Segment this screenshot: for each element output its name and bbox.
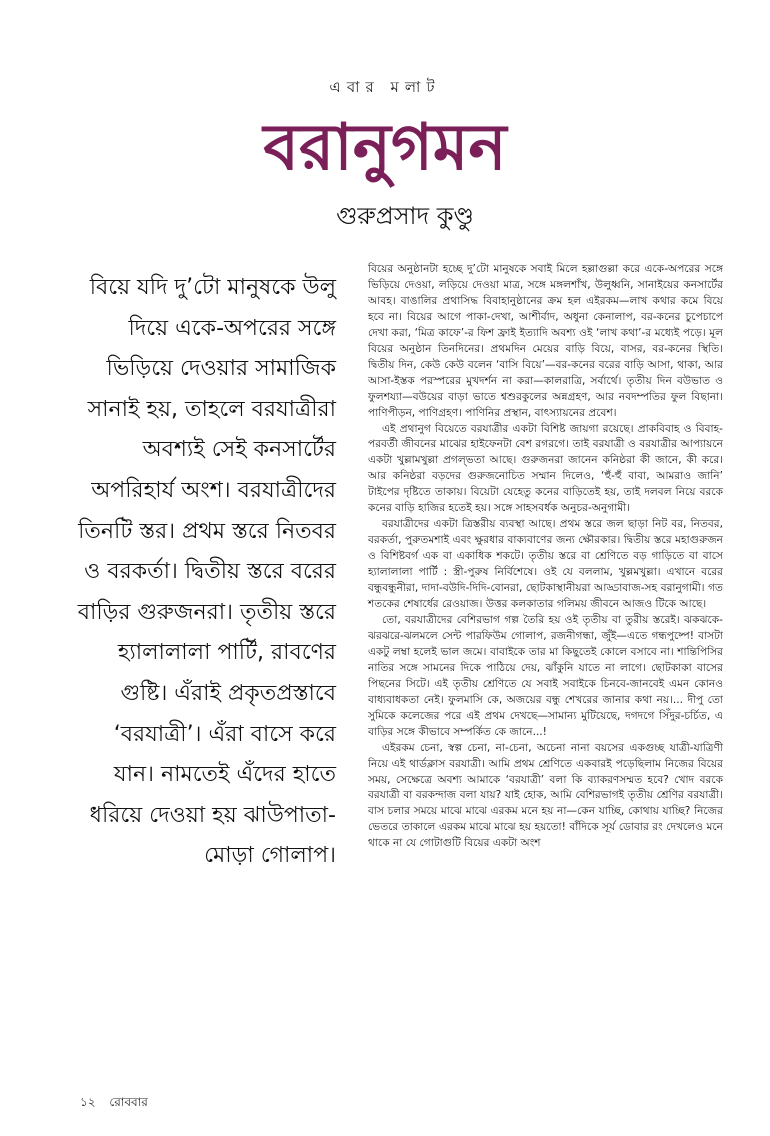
page-number: ১২ (80, 1095, 96, 1109)
article-title: বরানুগমন (263, 111, 507, 185)
body-paragraph: এইরকম চেনা, স্বল্প চেনা, না-চেনা, অচেনা নানা বয়সের একগুচ্ছ যাত্রী-যাত্রিণী নিয়ে এই থার্ডক্লাস বরযাত্রী। আমি প্রথম শ্রেণিতে একবারই পড়েছিলাম নিজের বিয়ের সময়, সেক্ষেত্রে অবশ্য আমাকে ‘বরযাত্রী’ বলা কি ব্যাকরণসম্মত হবে? খোদ বরকে বরযাত্রী বা বরকন্দাজ বলা যায়? যাই হোক, আমি বেশিরভাগই তৃতীয় শ্রেণির বরযাত্রী। বাস চলার সময়ে মাঝে মাঝে এরকম মনে হয় না—কেন যাচ্ছি, কোথায় যাচ্ছি? নিজের ভেতরে তাকালে এরকম মাঝে মাঝে হয় হয়তো! বাঁদিকে সূর্য ডোবার রং দেখলেও মনে থাকে না যে গোটাগুটি বিয়ের একটা অংশ (368, 741, 723, 850)
article-body (368, 262, 723, 852)
pull-quote-text: বিয়ে যদি দু’টো মানুষকে উলু দিয়ে একে-অপরের সঙ্গে ভিড়িয়ে দেওয়ার সামাজিক সানাই হয়, তাহলে বরযাত্রীরা অবশ্যই সেই কনসার্টের অপরিহার্য অংশ। বরযাত্রীদের তিনটি স্তর। প্রথম স্তরে নিতবর ও বরকর্তা। দ্বিতীয় স্তরে বরের বাড়ির গুরুজনরা। তৃতীয় স্তরে হ্যালালালা পার্টি, রাবণের গুষ্টি। এঁরাই প্রকৃতপ্রস্তাবে ‘বরযাত্রী’। এঁরা বাসে করে যান। নামতেই এঁদের হাতে ধরিয়ে দেওয়া হয় ঝাউপাতা-মোড়া গোলাপ। (77, 275, 336, 869)
pull-quote (70, 268, 336, 877)
page-footer (80, 1094, 158, 1114)
body-paragraph: তো, বরযাত্রীদের বেশিরভাগ গল্প তৈরি হয় ওই তৃতীয় বা তুরীয় স্তরেই। ঝকঝকে-ঝরঝরে-ঝলমলে সেন্ট পারফিউম গোলাপ, রজনীগন্ধা, জুঁই—এতে গন্ধপুষ্পে! বাসটা একটু লম্বা হলেই ভাল জমে। বাবাইকে তার মা কিছুতেই কোলে বসাবে না। শান্তিপিসির নাতির সঙ্গে সামনের দিকে পাঠিয়ে দেয়, ঝাঁকুনি যাতে না লাগে। ছোটকাকা বাসের পিছনের সিটে। এই তৃতীয় শ্রেণিতে যে সবাই সবাইকে চিনবে-জানবেই এমন কোনও বাধ্যবাধকতা নেই। ফুলমাসি কে, অজয়ের বন্ধু শেখরের জানার কথা নয়।... দীপু তো সুমিকে কলেজের পরে এই প্রথম দেখছে—সামান্য মুটিয়েছে, দগদগে সিঁদুর-চর্চিত, এ বাড়ির সঙ্গে কীভাবে সম্পর্কিত কে জানে...! (368, 613, 723, 738)
body-paragraph: এই প্রথানুগ বিয়েতে বরযাত্রীর একটা বিশিষ্ট জায়গা রয়েছে। প্রাকবিবাহ ও বিবাহ-পরবর্তী জীবনের মাঝের হাইফেনটা বেশ রগরগে। তাই বরযাত্রী ও বরযাত্রীর আপ্যায়নে একটা খুল্লামখুল্লা প্রগল্ভতা আছে। গুরুজনরা জানেন কনিষ্ঠরা কী জানে, কী করে। আর কনিষ্ঠরা বড়দের গুরুজনোচিত সম্মান দিলেও, ‘হুঁ-হুঁ বাবা, আমরাও জানি’ টাইপের দৃষ্টিতে তাকায়। বিয়েটা যেহেতু কনের বাড়িতেই হয়, তাই দলবল নিয়ে বরকে কনের বাড়ি হাজির হতেই হয়। সঙ্গে সাহসবর্ধক অনুচর-অনুগামী। (368, 422, 723, 515)
body-paragraph: বিয়ের অনুষ্ঠানটা হচ্ছে দু’টো মানুষকে সবাই মিলে হল্লাগুল্লা করে একে-অপরের সঙ্গে ভিড়িয়ে দেওয়া, লড়িয়ে দেওয়া মাত্র, সঙ্গে মঙ্গলশাঁখ, উলুধ্বনি, সানাইয়ের কনসার্টের আবহ। বাঙালির প্রথাসিদ্ধ বিবাহানুষ্ঠানের ক্রম হল এইরকম—লাখ কথার কমে বিয়ে হবে না। বিয়ের আগে পাকা-দেখা, আশীর্বাদ, অধুনা কেনালাপ, বর-কনের চুপেচাপে দেখা করা, ‘মিত্র কাফে’-র ফিশ ফ্রাই ইত্যাদি অবশ্য ওই ‘লাখ কথা’-র মধ্যেই পড়ে। মূল বিয়ের অনুষ্ঠান তিনদিনের। প্রথমদিন মেয়ের বাড়ি বিয়ে, বাসর, বর-কনের স্থিতি। দ্বিতীয় দিন, কেউ কেউ বলেন ‘বাসি বিয়ে’—বর-কনের বরের বাড়ি আসা, থাকা, আর আসা-ইস্তক পরস্পরের মুখদর্শন না করা—কালরাত্রি, সর্বার্থে। তৃতীয় দিন বউভাত ও ফুলশয্যা—বউয়ের বাড়া ভাতে শ্বশুরকুলের অন্নগ্রহণ, আর নবদম্পতির ফুল বিছানা। পাণিপীড়ন, পাণিগ্রহণ। পাণিনির প্রস্থান, বাৎস্যায়নের প্রবেশ। (368, 263, 723, 419)
author-byline: গুরুপ্রসাদ কুণ্ডু (336, 202, 474, 230)
magazine-name: রোববার (109, 1095, 148, 1109)
body-paragraph: বরযাত্রীদের একটা ত্রিস্তরীয় ব্যবস্থা আছে। প্রথম স্তরে জল ছাড়া নিট বর, নিতবর, বরকর্তা, পুরুতমশাই এবং ক্ষুরধার বাক্যবাণের জন্য ক্ষৌরকার। দ্বিতীয় স্তরে মহাগুরুজন ও বিশিষ্টবর্গ এক বা একাধিক শকটে। তৃতীয় স্তরে বা শ্রেণিতে বড় গাড়িতে বা বাসে হ্যালালালা পার্টি : স্ত্রী-পুরুষ নির্বিশেষে। ওই যে বললাম, খুল্লমখুল্লা। এখানে বরের বন্ধুবন্ধুনীরা, দাদা-বউদি-দিদি-বোনরা, ছোটকাস্থানীয়রা আড্ডাবাজ-সহ বরানুগামী। গত শতকের শেষার্ধের রেওয়াজ। উত্তর কলকাতার গলিময় জীবনে আজও টিকে আছে। (368, 518, 723, 611)
section-kicker: এবার মলাট (329, 78, 441, 96)
